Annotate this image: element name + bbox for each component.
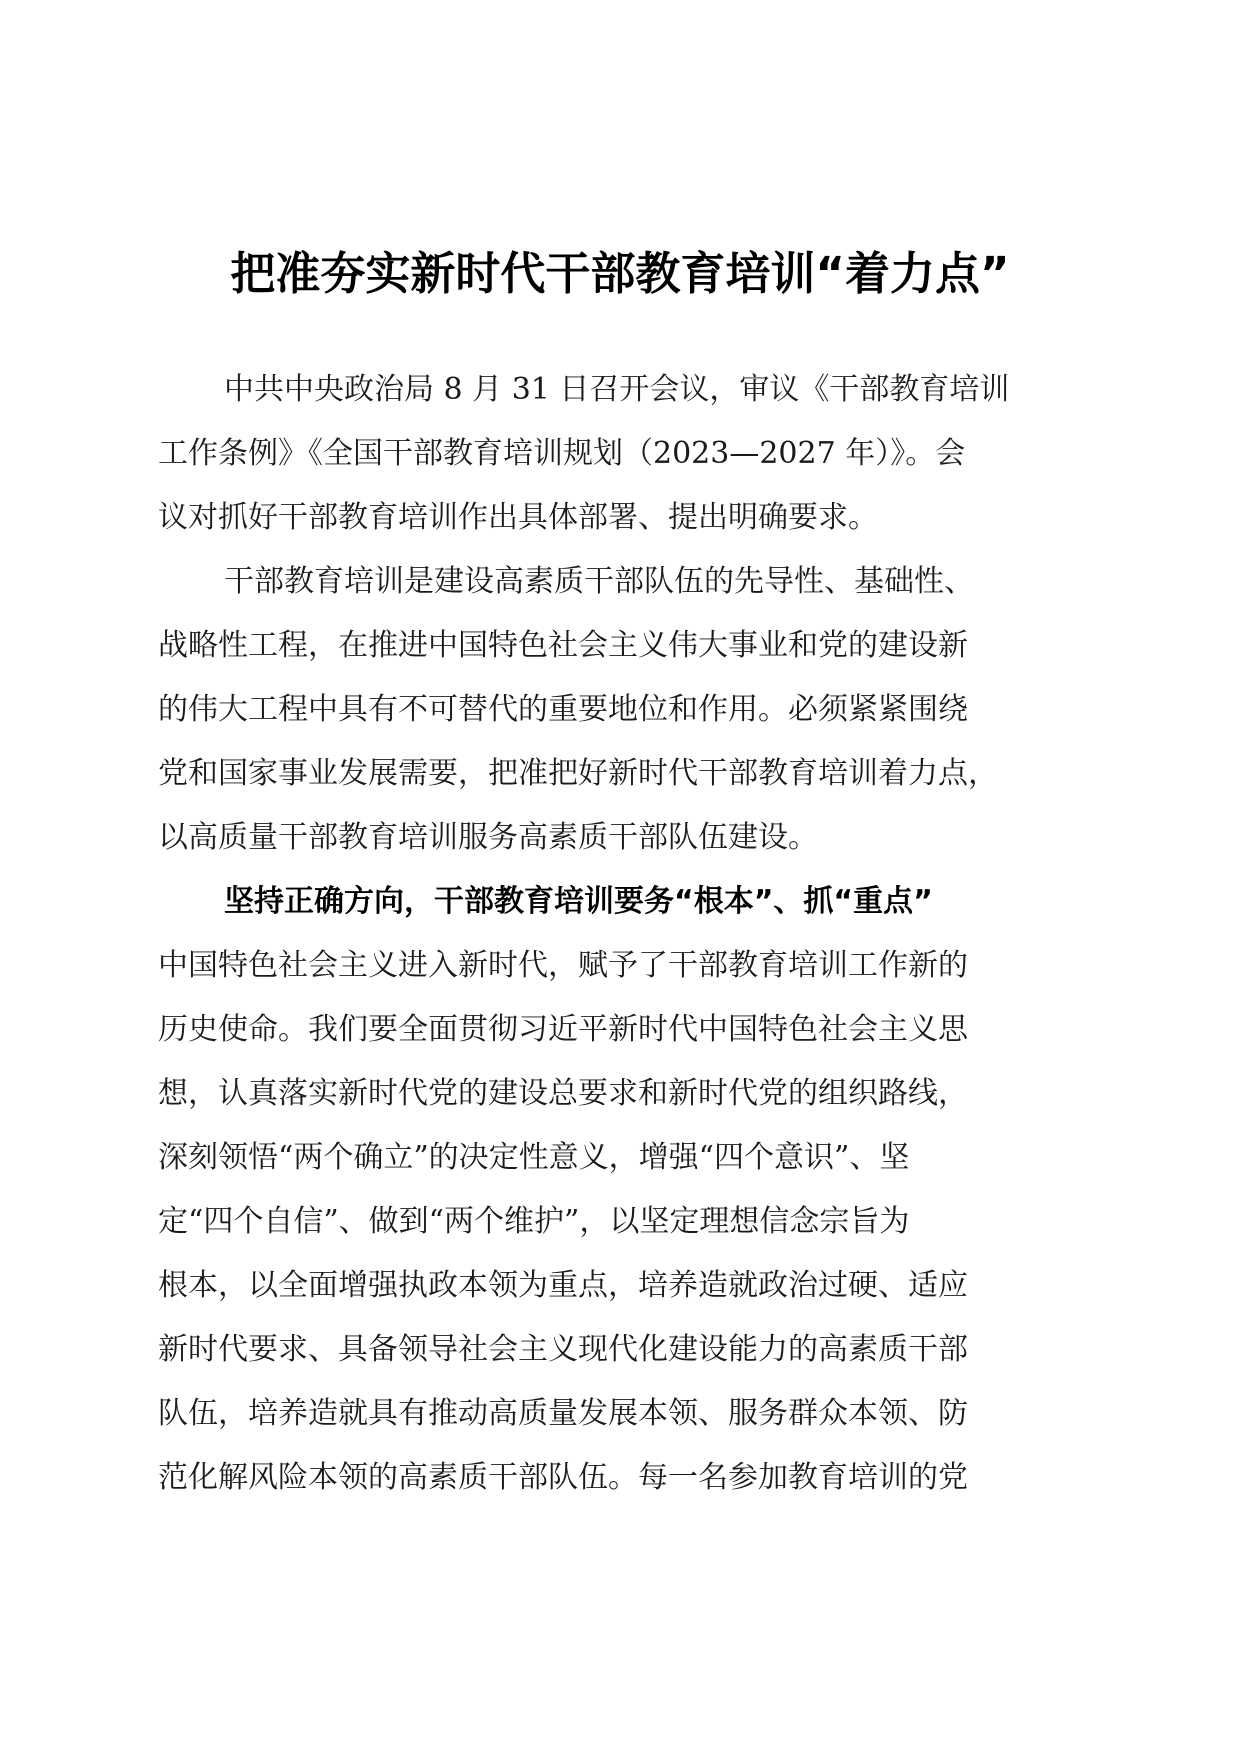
paragraph-3-line-8: 队伍，培养造就具有推动高质量发展本领、服务群众本领、防	[158, 1396, 968, 1431]
paragraph-1-line-2: 工作条例》《全国干部教育培训规划（2023—2027 年）》。会	[158, 436, 966, 471]
paragraph-3-line-3: 想，认真落实新时代党的建设总要求和新时代党的组织路线，	[158, 1076, 968, 1111]
paragraph-3-line-5: 定“四个自信”、做到“两个维护”，以坚定理想信念宗旨为	[158, 1204, 910, 1239]
section-heading: 坚持正确方向，干部教育培训要务“根本”、抓“重点”	[224, 884, 933, 919]
paragraph-2-line-3: 的伟大工程中具有不可替代的重要地位和作用。必须紧紧围绕	[158, 692, 968, 727]
paragraph-3-line-9: 范化解风险本领的高素质干部队伍。每一名参加教育培训的党	[158, 1460, 968, 1495]
paragraph-3-line-1: 中国特色社会主义进入新时代，赋予了干部教育培训工作新的	[158, 948, 968, 983]
document-title: 把准夯实新时代干部教育培训“着力点”	[230, 247, 1010, 300]
paragraph-1-line-3: 议对抓好干部教育培训作出具体部署、提出明确要求。	[158, 500, 878, 535]
paragraph-3-line-2: 历史使命。我们要全面贯彻习近平新时代中国特色社会主义思	[158, 1012, 968, 1047]
paragraph-3-line-7: 新时代要求、具备领导社会主义现代化建设能力的高素质干部	[158, 1332, 968, 1367]
paragraph-2-line-2: 战略性工程，在推进中国特色社会主义伟大事业和党的建设新	[158, 628, 968, 663]
paragraph-3-line-6: 根本，以全面增强执政本领为重点，培养造就政治过硬、适应	[158, 1268, 968, 1303]
paragraph-2-line-1: 干部教育培训是建设高素质干部队伍的先导性、基础性、	[224, 564, 974, 599]
paragraph-2-line-4: 党和国家事业发展需要，把准把好新时代干部教育培训着力点，	[158, 756, 998, 791]
paragraph-3-line-4: 深刻领悟“两个确立”的决定性意义，增强“四个意识”、坚	[158, 1140, 910, 1175]
paragraph-1-line-1: 中共中央政治局 8 月 31 日召开会议，审议《干部教育培训	[224, 372, 1010, 407]
paragraph-2-line-5: 以高质量干部教育培训服务高素质干部队伍建设。	[158, 820, 818, 855]
